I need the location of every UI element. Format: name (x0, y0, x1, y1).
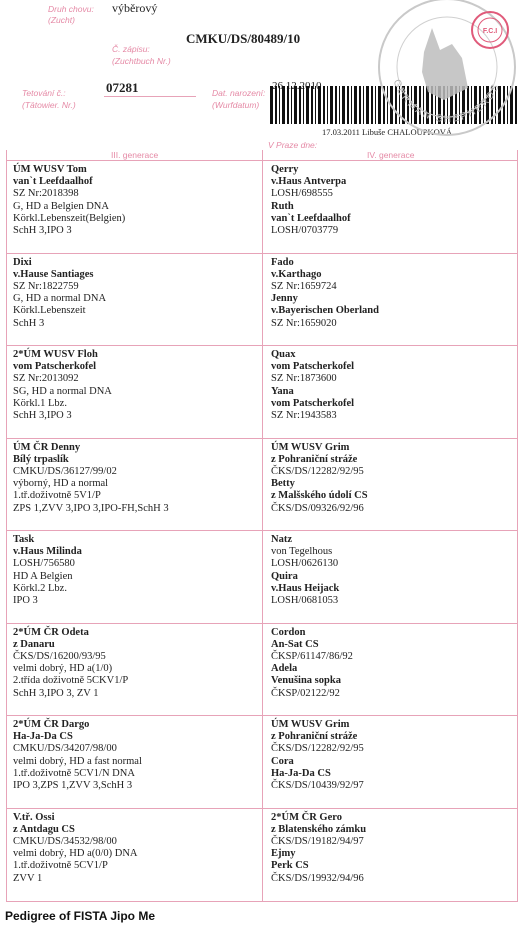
pedigree-line: SZ Nr:1659020 (271, 317, 337, 329)
pedigree-line: v.Bayerischen Oberland (271, 305, 379, 317)
pedigree-line: ČKS/DS/12282/92/95 (271, 743, 364, 755)
pedigree-line: Betty (271, 478, 295, 490)
pedigree-line: velmi dobrý, HD a(0/0) DNA (13, 848, 138, 860)
pedigree-line: Körkl.Lebenszeit(Belgien) (13, 212, 126, 224)
barcode-bar (279, 86, 280, 124)
pedigree-line: SZ Nr:1659724 (271, 280, 337, 292)
pedigree-line: ČKSP/61147/86/92 (271, 650, 353, 662)
pedigree-line: Dixi (13, 256, 32, 268)
pedigree-line: G, HD a normal DNA (13, 293, 107, 305)
pedigree-cell-right (271, 534, 339, 607)
pedigree-line: 2*ÚM ČR Dargo (13, 719, 90, 730)
pedigree-line: Cora (271, 755, 294, 767)
pedigree-line: Ha-Ja-Da CS (271, 767, 331, 779)
pedigree-line: LOSH/0703779 (271, 225, 339, 237)
pedigree-line: velmi dobrý, HD a fast normal (13, 755, 142, 767)
pedigree-line: V.tř. Ossi (13, 811, 55, 823)
tattoo-underline (104, 96, 196, 97)
barcode-bar (275, 86, 277, 124)
barcode-bar (318, 86, 321, 124)
pedigree-line: 1.tř.doživotně 5V1/P (13, 490, 101, 502)
pedigree-line: SZ Nr:1873600 (271, 373, 337, 385)
pedigree-line: Quira (271, 570, 298, 582)
row-divider (7, 623, 517, 624)
barcode-bar (282, 86, 285, 124)
pedigree-line: HD A Belgien (13, 570, 73, 582)
barcode-bar (303, 86, 304, 124)
pedigree-line: Task (13, 534, 35, 545)
pedigree-line: G, HD a Belgien DNA (13, 200, 109, 212)
pedigree-line: Ejmy (271, 848, 296, 860)
barcode-bar (339, 86, 340, 124)
pedigree-line: 2*ÚM ČR Odeta (13, 626, 89, 638)
pedigree-line: 2.třída doživotně 5CKV1/P (13, 675, 129, 687)
pedigree-line: Ha-Ja-Da CS (13, 731, 73, 743)
studbook-label-de: (Zuchtbuch Nr.) (112, 56, 171, 66)
barcode-bar (335, 86, 337, 124)
pedigree-line: ZVV 1 (13, 872, 43, 884)
pedigree-cell-left (13, 719, 142, 792)
pedigree-line: v.Karthago (271, 268, 322, 280)
pedigree-line: vom Patscherkofel (13, 361, 97, 373)
pedigree-line: CMKU/DS/34532/98/00 (13, 835, 117, 847)
pedigree-line: Bílý trpaslík (13, 453, 69, 465)
pedigree-line: vom Patscherkofel (271, 397, 355, 409)
barcode-bar (363, 86, 364, 124)
pedigree-line: 1.tř.doživotně 5CV1/N DNA (13, 767, 135, 779)
pedigree-line: SZ Nr:2018398 (13, 188, 79, 200)
pedigree-line: SchH 3,IPO 3, ZV 1 (13, 687, 99, 699)
pedigree-line: velmi dobrý, HD a(1/0) (13, 663, 113, 675)
column-divider (262, 150, 263, 901)
barcode-bar (299, 86, 301, 124)
pedigree-line: v.Hause Santiages (13, 268, 94, 280)
shepherd-head-icon (422, 28, 468, 100)
row-divider (7, 438, 517, 439)
pedigree-line: ČKS/DS/10439/92/97 (271, 780, 364, 792)
barcode-bar (323, 86, 325, 124)
row-divider (7, 253, 517, 254)
pedigree-line: výborný, HD a normal (13, 478, 109, 490)
pedigree-line: van`t Leefdaalhof (271, 212, 351, 224)
barcode-bar (347, 86, 349, 124)
registration-number: CMKU/DS/80489/10 (186, 31, 301, 46)
pedigree-line: Ruth (271, 200, 294, 212)
barcode-bar (294, 86, 297, 124)
pedigree-line: v.Haus Heijack (271, 582, 340, 594)
issue-place-label: V Praze dne: (268, 140, 318, 150)
pedigree-line: Körkl.1 Lbz. (13, 397, 67, 409)
pedigree-line: 2*ÚM WUSV Floh (13, 349, 98, 360)
pedigree-line: vom Patscherkofel (271, 361, 355, 373)
breed-type-label-de: (Zucht) (48, 15, 75, 25)
barcode-bar (315, 86, 316, 124)
pedigree-cell-right (271, 164, 351, 237)
pedigree-line: Cordon (271, 626, 306, 638)
barcode-bar (354, 86, 357, 124)
pedigree-line: SchH 3,IPO 3 (13, 225, 72, 237)
pedigree-line: SZ Nr:2013092 (13, 373, 79, 385)
barcode-bar (366, 86, 369, 124)
barcode-bar (351, 86, 352, 124)
pedigree-cell-right (271, 812, 366, 885)
pedigree-line: ČKSP/02122/92 (271, 687, 340, 699)
pedigree-line: CMKU/DS/36127/99/02 (13, 465, 117, 477)
pedigree-cell-left (13, 627, 128, 700)
pedigree-line: van`t Leefdaalhof (13, 176, 93, 188)
pedigree-cell-left (13, 349, 112, 422)
pedigree-cell-right (271, 627, 353, 700)
stamp-ring-text: GERMAN SHEPHERDS (390, 78, 503, 126)
pedigree-line: SchH 3,IPO 3 (13, 410, 72, 422)
pedigree-line: z Pohraniční stráže (271, 453, 358, 465)
pedigree-line: LOSH/0626130 (271, 558, 339, 570)
pedigree-line: ČKS/DS/19182/94/97 (271, 835, 364, 847)
pedigree-line: LOSH/756580 (13, 558, 75, 570)
pedigree-line: LOSH/0681053 (271, 595, 339, 607)
pedigree-cell-right (271, 349, 354, 422)
pedigree-line: ČKS/DS/16200/93/95 (13, 650, 106, 662)
pedigree-line: Natz (271, 534, 292, 545)
fci-stamp (372, 0, 522, 142)
pedigree-line: Qerry (271, 164, 299, 175)
pedigree-line: z Blatenského zámku (271, 823, 367, 835)
pedigree-cell-left (13, 534, 82, 607)
barcode-bar (311, 86, 313, 124)
tattoo-label-de: (Tätowier. Nr.) (22, 100, 76, 110)
pedigree-line: SG, HD a normal DNA (13, 385, 112, 397)
pedigree-line: ÚM ČR Denny (13, 441, 81, 453)
pedigree-line: z Malšského údolí CS (271, 490, 368, 502)
breed-type-label: Druh chovu: (48, 4, 94, 14)
pedigree-line: Fado (271, 256, 294, 268)
barcode-bar (270, 86, 273, 124)
barcode-bar (359, 86, 361, 124)
pedigree-line: ÚM WUSV Tom (13, 164, 87, 175)
tattoo-label: Tetování č.: (22, 88, 66, 98)
pedigree-line: ČKS/DS/09326/92/96 (271, 502, 364, 514)
pedigree-line: Yana (271, 385, 294, 397)
pedigree-cell-right (271, 719, 364, 792)
barcode-bar (342, 86, 345, 124)
pedigree-table (6, 150, 518, 902)
breed-type-value: výběrový (112, 1, 158, 15)
pedigree-cell-left (13, 257, 106, 330)
row-divider (7, 530, 517, 531)
birth-date-label-de: (Wurfdatum) (212, 100, 260, 110)
pedigree-line: An-Sat CS (271, 638, 319, 650)
pedigree-line: ÚM WUSV Grim (271, 719, 350, 730)
pedigree-line: v.Haus Milinda (13, 546, 82, 558)
pedigree-line: Adela (271, 663, 298, 675)
pedigree-line: 2*ÚM ČR Gero (271, 811, 342, 823)
pedigree-line: Körkl.Lebenszeit (13, 305, 86, 317)
pedigree-line: z Antdagu CS (13, 823, 75, 835)
pedigree-line: z Danaru (13, 638, 55, 650)
birth-date-label: Dat. narození: (212, 88, 266, 98)
pedigree-line: ÚM WUSV Grim (271, 441, 350, 453)
pedigree-line: SZ Nr:1822759 (13, 280, 79, 292)
pedigree-line: Jenny (271, 293, 298, 305)
pedigree-line: Venušina sopka (271, 675, 341, 687)
pedigree-line: Perk CS (271, 860, 309, 872)
pedigree-line: ZPS 1,ZVV 3,IPO 3,IPO-FH,SchH 3 (13, 502, 169, 514)
row-divider (7, 715, 517, 716)
pedigree-line: z Pohraniční stráže (271, 731, 358, 743)
pedigree-line: ČKS/DS/12282/92/95 (271, 465, 364, 477)
fci-text: F.C.I (482, 28, 498, 35)
pedigree-cell-left (13, 164, 125, 237)
studbook-label: Č. zápisu: (112, 44, 150, 54)
pedigree-line: von Tegelhous (271, 546, 333, 558)
pedigree-line: Quax (271, 349, 296, 360)
pedigree-line: ČKS/DS/19932/94/96 (271, 872, 364, 884)
header-divider (7, 160, 517, 161)
pedigree-caption: Pedigree of FISTA Jipo Me (5, 909, 156, 923)
barcode-bar (306, 86, 309, 124)
pedigree-line: SchH 3 (13, 317, 45, 329)
pedigree-line: CMKU/DS/34207/98/00 (13, 743, 117, 755)
pedigree-line: IPO 3 (13, 595, 38, 607)
barcode-bar (327, 86, 328, 124)
barcode-bar (287, 86, 289, 124)
pedigree-cell-left (13, 442, 169, 515)
pedigree-line: Körkl.2 Lbz. (13, 582, 67, 594)
pedigree-cell-left (13, 812, 138, 885)
pedigree-line: 1.tř.doživotně 5CV1/P (13, 860, 108, 872)
row-divider (7, 345, 517, 346)
generation-4-header: IV. generace (367, 150, 415, 160)
generation-3-header: III. generace (111, 150, 159, 160)
row-divider (7, 808, 517, 809)
pedigree-line: v.Haus Antverpa (271, 176, 347, 188)
pedigree-cell-right (271, 442, 368, 515)
barcode-caption: 17.03.2011 Libuše CHALOUPKOVÁ (322, 127, 453, 137)
pedigree-line: LOSH/698555 (271, 188, 333, 200)
pedigree-line: IPO 3,ZPS 1,ZVV 3,SchH 3 (13, 780, 133, 792)
tattoo-value: 07281 (106, 80, 139, 95)
barcode-bar (291, 86, 292, 124)
pedigree-line: SZ Nr:1943583 (271, 410, 337, 422)
barcode-bar (330, 86, 333, 124)
pedigree-cell-right (271, 257, 379, 330)
fci-logo (472, 12, 508, 48)
